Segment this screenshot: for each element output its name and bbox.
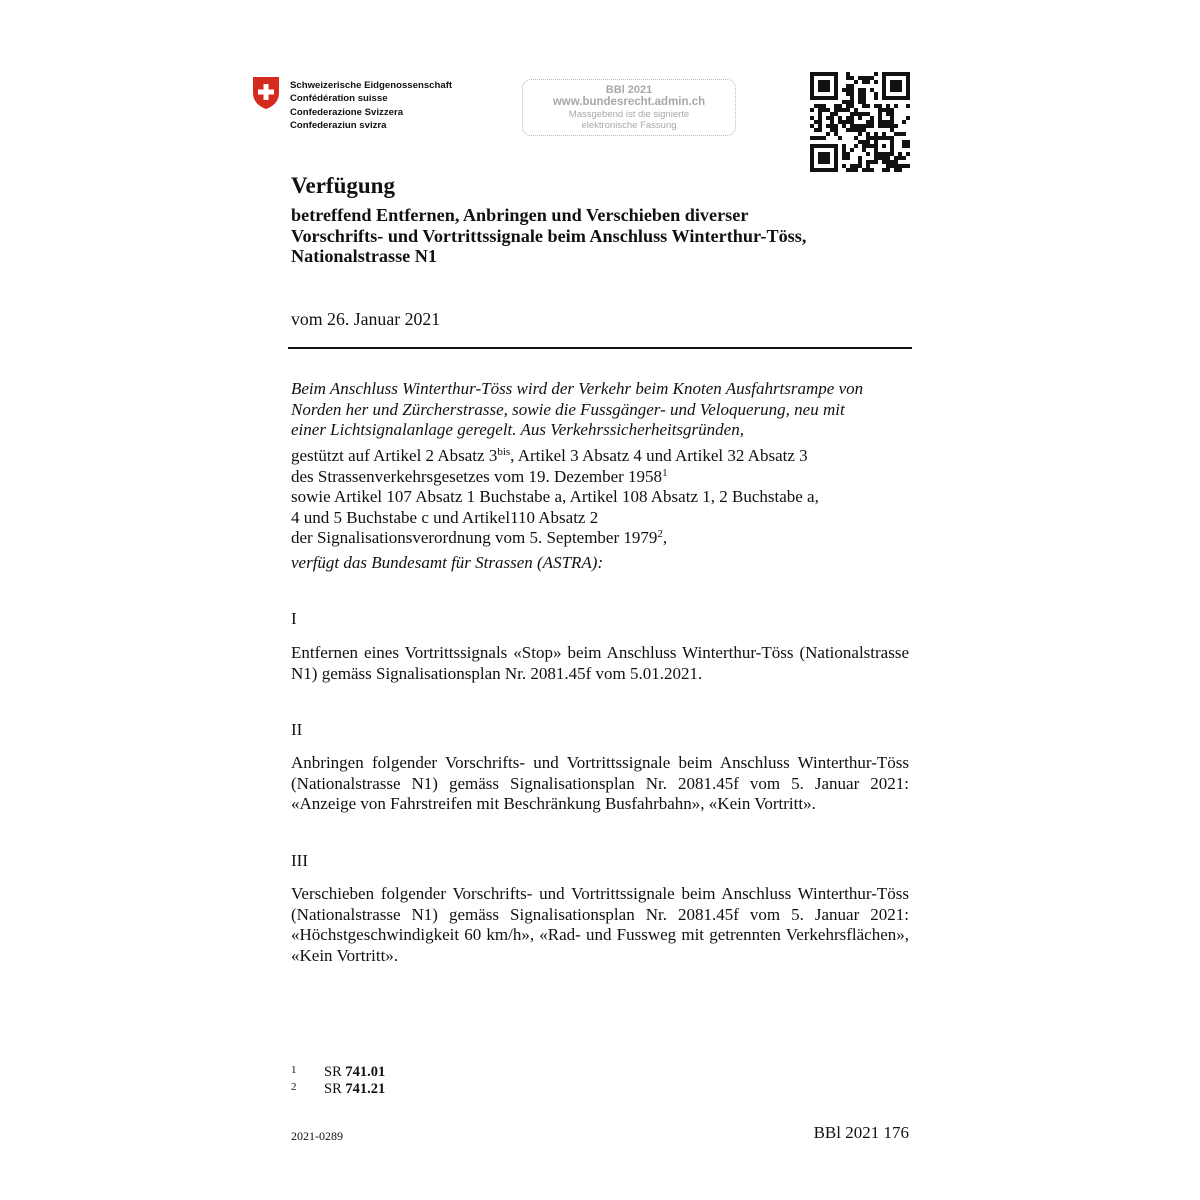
basis-text: der Signalisationsverordnung vom 5. September 1979 [291,528,658,548]
agency-name-block [290,79,452,133]
basis-line [291,446,931,467]
basis-superscript: bis [497,446,511,458]
basis-line: 4 und 5 Buchstabe c und Artikel110 Absatz 2 [291,507,599,527]
basis-line [291,528,931,549]
basis-line [291,467,931,488]
document-subtitle [291,205,931,267]
preamble-intro [291,379,921,441]
bbl-watermark-stamp [522,79,736,136]
footnote-prefix: SR [324,1064,342,1080]
basis-text: , [662,528,668,548]
stamp-line-4: elektronische Fassung [581,120,677,131]
agency-line-de: Schweizerische Eidgenossenschaft [290,80,453,91]
footnote-ref-1[interactable]: 1 [662,466,668,479]
intro-line: Norden her und Zürcherstrasse, sowie die Fussgänger- und Veloquerung, neu mit [291,399,845,419]
agency-line-fr: Confédération suisse [290,93,388,105]
section-text: Entfernen eines Vortrittssignals «Stop» beim Anschluss Winterthur-Töss (Nationalstrasse N1) gemäss Signalisationsplan Nr. 2081.45f vom 5.01.2021. [291,643,909,683]
stamp-line-1: BBl 2021 [605,84,653,96]
section-numeral: I [291,609,297,628]
footnote-prefix: SR [324,1081,342,1097]
basis-text: des Strassenverkehrsgesetzes vom 19. Dezember 1958 [291,466,663,486]
section-numeral: III [291,851,308,870]
document-date: vom 26. Januar 2021 [291,309,441,329]
document-number: 2021-0289 [291,1129,343,1143]
agency-line-it: Confederazione Svizzera [290,106,404,118]
stamp-line-3: Massgebend ist die signierte [568,109,690,120]
divider [288,347,912,349]
qr-code-icon[interactable] [810,72,910,172]
swiss-cross-icon [252,76,280,110]
subtitle-line: betreffend Entfernen, Anbringen und Verschieben diverser [291,205,749,225]
footnote-number: 2 [291,1081,297,1093]
decree-statement: verfügt das Bundesamt für Strassen (ASTRA): [291,553,604,572]
stamp-line-2: www.bundesrecht.admin.ch [552,96,706,108]
footnote-number: 1 [291,1064,297,1076]
basis-text: , Artikel 3 Absatz 4 und Artikel 32 Absatz 3 [510,446,808,465]
intro-line: einer Lichtsignalanlage geregelt. Aus Verkehrssicherheitsgründen, [291,420,744,439]
document-title: Verfügung [291,173,395,198]
footnote-sr-link[interactable]: 741.01 [345,1064,386,1080]
section-text: Verschieben folgender Vorschrifts- und Vortrittssignale beim Anschluss Winterthur-Töss (Nationalstrasse N1) gemäss Signalisationsplan Nr. 2081.45f vom 5. Januar 2021: «Höchstgeschwindigkeit 60 km/h», «Rad- und Fussweg mit getrennten Verkehrsflächen», «Kein Vortritt». [291,884,909,966]
basis-text: gestützt auf Artikel 2 Absatz 3 [291,446,498,465]
footnote-ref-2[interactable]: 2 [657,528,663,541]
footnote [291,1079,385,1098]
subtitle-line: Nationalstrasse N1 [291,246,437,266]
intro-line: Beim Anschluss Winterthur-Töss wird der Verkehr beim Knoten Ausfahrtsrampe von [291,379,864,398]
section-numeral: II [291,720,303,739]
bbl-reference: BBl 2021 176 [813,1123,909,1142]
legal-basis [291,446,931,549]
section-text: Anbringen folgender Vorschrifts- und Vortrittssignale beim Anschluss Winterthur-Töss (Nationalstrasse N1) gemäss Signalisationsplan Nr. 2081.45f vom 5. Januar 2021: «Anzeige von Fahrstreifen mit Beschränkung Busfahrbahn», «Kein Vortritt». [291,753,909,814]
agency-line-rm: Confederaziun svizra [290,120,387,132]
footnote-sr-link[interactable]: 741.21 [345,1081,386,1097]
basis-line: sowie Artikel 107 Absatz 1 Buchstabe a, Artikel 108 Absatz 1, 2 Buchstabe a, [291,487,819,507]
subtitle-line: Vorschrifts- und Vortrittssignale beim Anschluss Winterthur-Töss, [291,225,807,246]
